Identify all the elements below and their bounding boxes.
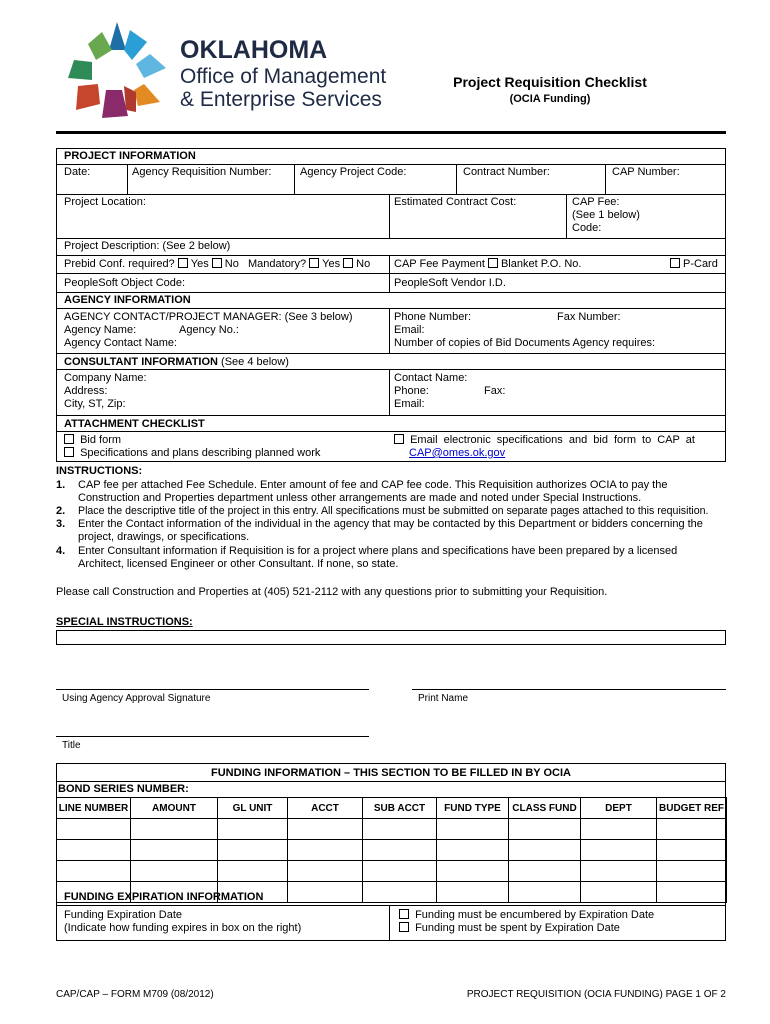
specs-checkbox[interactable] xyxy=(64,447,74,457)
spent-checkbox[interactable] xyxy=(399,922,409,932)
col-dept: DEPT xyxy=(581,798,657,819)
peoplesoft-object-code-field[interactable]: PeopleSoft Object Code: xyxy=(64,277,186,289)
attachment-checklist-heading: ATTACHMENT CHECKLIST xyxy=(64,418,205,430)
instruction-2-line1: Place the descriptive title of the project in this entry. All specifications must be submitted on separate pages attached to this requisition. xyxy=(78,505,709,517)
agency-no-field[interactable]: Agency No.: xyxy=(179,324,239,336)
col-gl-unit: GL UNIT xyxy=(218,798,288,819)
col-class-fund: CLASS FUND xyxy=(509,798,581,819)
approval-signature-line xyxy=(56,689,369,690)
mandatory-no-checkbox[interactable] xyxy=(343,258,353,268)
print-name-label: Print Name xyxy=(418,693,469,704)
cap-fee-note: (See 1 below) xyxy=(572,209,640,221)
agency-contact-name-field[interactable]: Agency Contact Name: xyxy=(64,337,178,349)
instructions-heading: INSTRUCTIONS: xyxy=(56,465,143,477)
funding-table xyxy=(56,797,727,903)
expiration-date-label: Funding Expiration Date xyxy=(64,909,183,921)
prebid-no-checkbox[interactable] xyxy=(212,258,222,268)
estimated-contract-cost-field[interactable]: Estimated Contract Cost: xyxy=(394,196,517,208)
prebid-row xyxy=(64,258,370,271)
blanket-po-checkbox[interactable] xyxy=(488,258,498,268)
company-name-field[interactable]: Company Name: xyxy=(64,372,147,384)
omes-star-logo xyxy=(62,20,172,130)
city-state-zip-field[interactable]: City, ST, Zip: xyxy=(64,398,126,410)
consultant-contact-name-field[interactable]: Contact Name: xyxy=(394,372,468,384)
agency-info-heading: AGENCY INFORMATION xyxy=(64,294,191,306)
prebid-label: Prebid Conf. required? xyxy=(64,258,175,270)
consultant-phone-field[interactable]: Phone: xyxy=(394,385,429,397)
consultant-heading-text: CONSULTANT INFORMATION xyxy=(64,356,218,368)
project-description-field[interactable]: Project Description: (See 2 below) xyxy=(64,240,231,252)
bid-form-label: Bid form xyxy=(80,434,122,446)
page-subtitle: (OCIA Funding) xyxy=(509,93,591,105)
org-name-line2: Office of Management xyxy=(180,65,387,88)
prebid-no-label: No xyxy=(224,258,239,270)
spent-item xyxy=(399,922,620,935)
encumbered-label: Funding must be encumbered by Expiration Date xyxy=(415,909,655,921)
table-row[interactable] xyxy=(57,819,727,840)
consultant-fax-field[interactable]: Fax: xyxy=(484,385,506,397)
email-specs-item xyxy=(394,434,720,447)
mandatory-label: Mandatory? xyxy=(248,258,307,270)
instruction-4-line1: Enter Consultant information if Requisition is for a project where plans and specifications have been prepared by a licensed xyxy=(78,545,678,557)
cap-number-field[interactable]: CAP Number: xyxy=(612,166,680,178)
instruction-num-3: 3. xyxy=(56,518,66,530)
title-label: Title xyxy=(62,740,81,751)
col-fund-type: FUND TYPE xyxy=(437,798,509,819)
instruction-num-1: 1. xyxy=(56,479,66,491)
print-name-line xyxy=(412,689,726,690)
special-instructions-heading: SPECIAL INSTRUCTIONS: xyxy=(56,616,193,628)
pcard-label: P-Card xyxy=(683,258,718,270)
mandatory-no-label: No xyxy=(356,258,371,270)
mandatory-yes-label: Yes xyxy=(322,258,341,270)
cap-fee-payment-label: CAP Fee Payment xyxy=(394,258,485,270)
agency-contact-pm-label: AGENCY CONTACT/PROJECT MANAGER: (See 3 below) xyxy=(64,311,353,323)
instruction-3-line2: project, drawings, or specifications. xyxy=(78,531,250,543)
funding-heading: FUNDING INFORMATION – THIS SECTION TO BE FILLED IN BY OCIA xyxy=(211,767,571,779)
contact-phone-note: Please call Construction and Properties at (405) 521-2112 with any questions prior to submitting your Requisition. xyxy=(56,586,608,598)
footer-page-number: PROJECT REQUISITION (OCIA FUNDING) PAGE 1 OF 2 xyxy=(466,989,726,1000)
agency-name-field[interactable]: Agency Name: xyxy=(64,324,137,336)
agency-email-field[interactable]: Email: xyxy=(394,324,425,336)
date-field[interactable]: Date: xyxy=(64,166,91,178)
funding-table-header xyxy=(57,798,727,819)
peoplesoft-vendor-id-field[interactable]: PeopleSoft Vendor I.D. xyxy=(394,277,506,289)
pcard-checkbox[interactable] xyxy=(670,258,680,268)
bid-form-item xyxy=(64,434,121,447)
specs-item xyxy=(64,447,320,460)
bid-copies-field[interactable]: Number of copies of Bid Documents Agency requires: xyxy=(394,337,656,349)
address-field[interactable]: Address: xyxy=(64,385,108,397)
consultant-heading-note: (See 4 below) xyxy=(217,356,289,368)
cap-fee-code-field[interactable]: Code: xyxy=(572,222,602,234)
approval-signature-label: Using Agency Approval Signature xyxy=(62,693,211,704)
blanket-po-label: Blanket P.O. No. xyxy=(500,258,582,270)
col-budget-ref: BUDGET REF xyxy=(657,798,727,819)
pcard-row xyxy=(670,258,718,271)
funding-expiration-heading: FUNDING EXPIRATION INFORMATION xyxy=(64,891,264,903)
contract-number-field[interactable]: Contract Number: xyxy=(463,166,550,178)
page-title: Project Requisition Checklist xyxy=(453,74,647,90)
col-acct: ACCT xyxy=(288,798,363,819)
title-line xyxy=(56,736,369,737)
email-specs-checkbox[interactable] xyxy=(394,434,404,444)
instruction-num-2: 2. xyxy=(56,505,66,517)
footer-form-id: CAP/CAP – FORM M709 (08/2012) xyxy=(56,989,214,1000)
instruction-1-line2: Construction and Properties department unless other arrangements are made and noted under Special Instructions. xyxy=(78,492,642,504)
consultant-info-heading xyxy=(64,356,289,369)
bid-form-checkbox[interactable] xyxy=(64,434,74,444)
table-row[interactable] xyxy=(57,861,727,882)
agency-fax-field[interactable]: Fax Number: xyxy=(557,311,621,323)
agency-phone-field[interactable]: Phone Number: xyxy=(394,311,472,323)
col-sub-acct: SUB ACCT xyxy=(363,798,437,819)
specs-label: Specifications and plans describing planned work xyxy=(80,447,321,459)
encumbered-item xyxy=(399,909,654,922)
expiration-date-note: (Indicate how funding expires in box on the right) xyxy=(64,922,302,934)
encumbered-checkbox[interactable] xyxy=(399,909,409,919)
project-info-heading: PROJECT INFORMATION xyxy=(64,150,196,162)
instruction-3-line1: Enter the Contact information of the individual in the agency that may be contacted by this Department or bidders concerning the xyxy=(78,518,703,530)
cap-email-link[interactable]: CAP@omes.ok.gov xyxy=(409,447,506,459)
prebid-yes-label: Yes xyxy=(190,258,209,270)
consultant-email-field[interactable]: Email: xyxy=(394,398,425,410)
instruction-1-line1: CAP fee per attached Fee Schedule. Enter amount of fee and CAP fee code. This Requisition authorizes OCIA to pay the xyxy=(78,479,668,491)
cap-fee-payment-row xyxy=(394,258,581,271)
spent-label: Funding must be spent by Expiration Date xyxy=(415,922,620,934)
instruction-4-line2: Architect, licensed Engineer or other Consultant. If none, so state. xyxy=(78,558,399,570)
bond-series-label: BOND SERIES NUMBER: xyxy=(58,783,189,795)
col-amount: AMOUNT xyxy=(131,798,218,819)
col-line-number: LINE NUMBER xyxy=(57,798,131,819)
table-row[interactable] xyxy=(57,840,727,861)
agency-requisition-number-field[interactable]: Agency Requisition Number: xyxy=(132,166,272,178)
prebid-yes-checkbox[interactable] xyxy=(178,258,188,268)
project-location-field[interactable]: Project Location: xyxy=(64,196,146,208)
org-name-oklahoma: OKLAHOMA xyxy=(180,36,328,64)
email-specs-label: Email electronic specifications and bid form to CAP at xyxy=(410,434,695,446)
special-instructions-input[interactable] xyxy=(56,630,726,645)
mandatory-yes-checkbox[interactable] xyxy=(309,258,319,268)
org-name-line3: & Enterprise Services xyxy=(180,88,382,111)
instruction-num-4: 4. xyxy=(56,545,66,557)
cap-fee-label: CAP Fee: xyxy=(572,196,620,208)
header-divider xyxy=(56,131,726,134)
agency-project-code-field[interactable]: Agency Project Code: xyxy=(300,166,407,178)
